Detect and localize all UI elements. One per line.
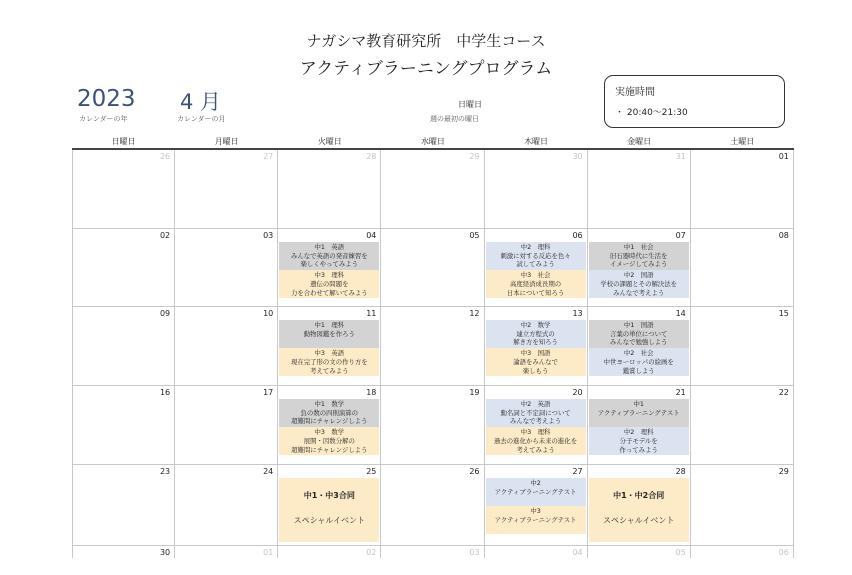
lesson-description [279,338,379,347]
day-number: 18 [366,388,377,397]
day-number: 03 [263,231,274,240]
lesson-description: 負の数の四則演算の [300,408,359,417]
day-number: 12 [469,309,480,318]
calendar-week-row [72,546,794,558]
lesson-description [486,525,586,534]
calendar-week-row [72,150,794,229]
special-event-title: 中1・中2合同 [613,491,665,500]
day-number: 17 [263,388,274,397]
lesson-event[interactable] [589,270,689,298]
day-number: 30 [572,152,583,161]
lesson-subject: 中2 社会 [623,349,654,358]
calendar-week-row [72,307,794,386]
day-number: 27 [263,152,274,161]
lesson-subject: 中2 数学 [520,321,551,329]
lesson-subject: 中3 [530,507,541,516]
special-event[interactable] [589,478,689,542]
lesson-description: 展開・因数分解の [303,436,355,445]
day-cell[interactable] [485,229,588,306]
lesson-event[interactable] [486,320,586,348]
day-number: 10 [263,309,274,318]
lesson-description: 日本について知ろう [506,288,565,297]
lesson-description: 論語をみんなで [513,357,558,366]
day-cell[interactable] [175,307,278,385]
calendar-month: 4 月 [180,90,222,114]
weekday-header: 金曜日 [627,137,652,146]
day-cell[interactable] [72,546,175,558]
day-cell[interactable] [381,150,484,228]
day-cell[interactable] [72,465,175,545]
lesson-description: 遺伝の問題を [310,279,349,288]
day-cell[interactable] [278,546,381,558]
day-number: 13 [572,309,583,318]
day-cell[interactable] [72,386,175,464]
day-cell[interactable] [588,307,691,385]
day-cell[interactable] [278,150,381,228]
lesson-event[interactable] [589,320,689,348]
day-number: 29 [778,467,789,476]
day-cell[interactable] [588,150,691,228]
day-number: 02 [159,231,171,240]
day-cell[interactable] [691,386,794,464]
day-number: 29 [469,152,480,161]
lesson-description: 試してみよう [516,260,555,269]
calendar-month-label: カレンダーの月 [177,115,226,123]
lesson-description: 過去の進化から未来の進化を [494,436,578,445]
lesson-subject: 中3 理科 [314,271,345,280]
day-number: 06 [778,548,789,557]
lesson-description: アクティブラーニングテスト [494,515,577,524]
day-number: 24 [263,467,274,476]
day-number: 05 [469,231,480,240]
weekday-header: 火曜日 [317,137,342,146]
day-cell[interactable] [691,465,794,545]
day-cell[interactable] [485,465,588,545]
lesson-subject: 中3 数学 [314,428,345,437]
lesson-description: みんなで勉強しよう [609,338,668,347]
lesson-description [486,496,586,505]
day-number: 16 [159,388,171,397]
day-cell[interactable] [381,229,484,306]
lesson-subject: 中1 英語 [314,243,345,251]
lesson-description: イメージしてみよう [610,260,668,269]
day-cell[interactable] [175,229,278,306]
lesson-description: 高度経済成長期の [510,279,562,288]
day-cell[interactable] [175,546,278,558]
day-number: 08 [778,231,789,240]
lesson-description: 学校の課題とその解決法を [600,279,678,288]
session-time-title: 実施時間 [615,87,655,98]
day-number: 26 [159,152,171,161]
calendar-weeks [72,150,794,558]
day-cell[interactable] [485,386,588,464]
lesson-subject: 中1 国語 [623,321,654,329]
day-number: 01 [263,548,274,557]
lesson-event[interactable] [589,348,689,376]
lesson-event[interactable] [589,399,689,427]
day-cell[interactable] [175,150,278,228]
day-number: 28 [675,467,686,476]
day-number: 22 [778,388,789,397]
day-cell[interactable] [278,465,381,545]
weekday-header: 月曜日 [214,137,239,146]
lesson-event[interactable] [589,427,689,455]
lesson-subject: 中1 理科 [314,321,345,329]
day-cell[interactable] [588,546,691,558]
lesson-event[interactable] [589,242,689,270]
lesson-description: 考えてみよう [516,445,555,454]
lesson-description: 動名詞と不定詞について [500,408,571,417]
day-cell[interactable] [72,150,175,228]
day-number: 15 [778,309,789,318]
lesson-description: 楽しくやってみよう [300,260,359,269]
lesson-event[interactable] [279,242,379,270]
lesson-event[interactable] [486,270,586,298]
day-cell[interactable] [175,386,278,464]
weekday-header-row [72,137,794,147]
week-start-label: 週の最初の曜日 [430,115,479,123]
day-number: 02 [366,548,377,557]
lesson-description: 解き方を知ろう [513,338,558,347]
day-number: 23 [159,467,171,476]
day-number: 09 [159,309,171,318]
lesson-subject: 中2 国語 [623,271,654,280]
lesson-description: 楽しもう [522,366,549,375]
lesson-description: みんなで考えよう [613,288,665,297]
day-number: 26 [469,467,480,476]
lesson-description: 作ってみよう [619,445,658,454]
weekday-header: 土曜日 [730,137,755,146]
lesson-subject: 中1 数学 [314,400,345,408]
lesson-event[interactable] [486,427,586,455]
day-number: 11 [366,309,377,318]
lesson-description: アクティブラーニングテスト [597,408,680,417]
day-number: 28 [366,152,377,161]
day-number: 04 [572,548,583,557]
day-cell[interactable] [381,386,484,464]
day-cell[interactable] [691,229,794,306]
day-cell[interactable] [485,150,588,228]
weekday-header: 日曜日 [111,137,136,146]
lesson-event[interactable] [279,427,379,455]
lesson-subject: 中2 理科 [520,243,551,251]
day-cell[interactable] [175,465,278,545]
day-number: 14 [675,309,686,318]
calendar-year-label: カレンダーの年 [79,115,128,123]
day-cell[interactable] [278,229,381,306]
day-cell[interactable] [278,386,381,464]
lesson-description [589,417,689,426]
day-number: 20 [572,388,583,397]
lesson-description: 動物図鑑を作ろう [303,329,355,338]
lesson-event[interactable] [486,242,586,270]
session-time-value: ・ 20:40〜21:30 [615,108,688,118]
lesson-event[interactable] [279,348,379,376]
day-cell[interactable] [72,229,175,306]
session-time-box [604,75,785,128]
lesson-description: 分子モデルを [619,436,658,445]
calendar-grid [72,137,794,558]
special-event-title: 中1・中3合同 [303,491,355,500]
lesson-description: 現在完了形の文の作り方を [290,357,368,366]
lesson-subject: 中3 国語 [520,349,551,358]
day-number: 19 [469,388,480,397]
lesson-description: アクティブラーニングテスト [494,487,577,496]
day-number: 01 [778,152,789,161]
organization-title: ナガシマ教育研究所 中学生コース [306,32,546,50]
day-cell[interactable] [691,307,794,385]
lesson-description: 鑑賞しよう [622,366,655,375]
lesson-description: 言葉の単位について [609,329,668,338]
day-number: 04 [366,231,377,240]
special-event-subtitle: スペシャルイベント [602,516,675,525]
day-number: 25 [366,467,377,476]
calendar-week-row [72,229,794,307]
weekday-header: 水曜日 [420,137,445,146]
lesson-subject: 中2 理科 [623,428,654,437]
lesson-description: 力を合わせて解いてみよう [290,288,368,297]
lesson-subject: 中3 英語 [314,349,345,358]
program-title: アクティブラーニングプログラム [299,59,553,79]
lesson-event[interactable] [486,399,586,427]
lesson-event[interactable] [486,478,586,506]
day-cell[interactable] [588,465,691,545]
day-cell[interactable] [485,307,588,385]
lesson-description: 超難問にチャレンジしよう [291,445,368,454]
day-cell[interactable] [72,307,175,385]
day-number: 31 [675,152,686,161]
day-cell[interactable] [588,229,691,306]
day-cell[interactable] [691,546,794,558]
calendar-week-row [72,386,794,465]
special-event[interactable] [279,478,379,542]
day-cell[interactable] [485,546,588,558]
day-cell[interactable] [381,465,484,545]
lesson-description: 考えてみよう [310,366,349,375]
day-number: 05 [675,548,686,557]
day-cell[interactable] [381,307,484,385]
lesson-description: みんなで考えよう [510,417,562,426]
day-cell[interactable] [381,546,484,558]
day-cell[interactable] [278,307,381,385]
calendar-week-row [72,465,794,546]
lesson-description: 連立方程式の [516,329,555,338]
lesson-subject: 中3 社会 [520,271,551,280]
weekday-header: 木曜日 [524,137,549,146]
lesson-description: 旧石器時代に生活を [609,251,668,260]
lesson-subject: 中3 理科 [520,428,551,437]
lesson-subject: 中1 [633,400,644,408]
lesson-description: 超難問にチャレンジしよう [291,417,368,426]
lesson-description: 刺激に対する反応を色々 [500,251,571,260]
day-cell[interactable] [691,150,794,228]
day-number: 30 [159,548,171,557]
day-number: 27 [572,467,583,476]
day-number: 21 [675,388,686,397]
lesson-event[interactable] [486,506,586,534]
day-number: 06 [572,231,583,240]
lesson-description: 中世ヨーロッパの絵画を [603,357,674,366]
lesson-subject: 中1 社会 [623,243,654,251]
lesson-event[interactable] [279,320,379,348]
lesson-event[interactable] [279,270,379,298]
day-number: 07 [675,231,686,240]
lesson-event[interactable] [279,399,379,427]
week-start-day: 日曜日 [458,100,482,109]
day-cell[interactable] [588,386,691,464]
calendar-year: 2023 [77,86,136,112]
lesson-subject: 中2 英語 [520,400,551,408]
lesson-subject: 中2 [530,479,541,487]
special-event-subtitle: スペシャルイベント [293,516,366,525]
day-number: 03 [469,548,480,557]
lesson-event[interactable] [486,348,586,376]
lesson-description: みんなで英語の発音練習を [290,251,368,260]
